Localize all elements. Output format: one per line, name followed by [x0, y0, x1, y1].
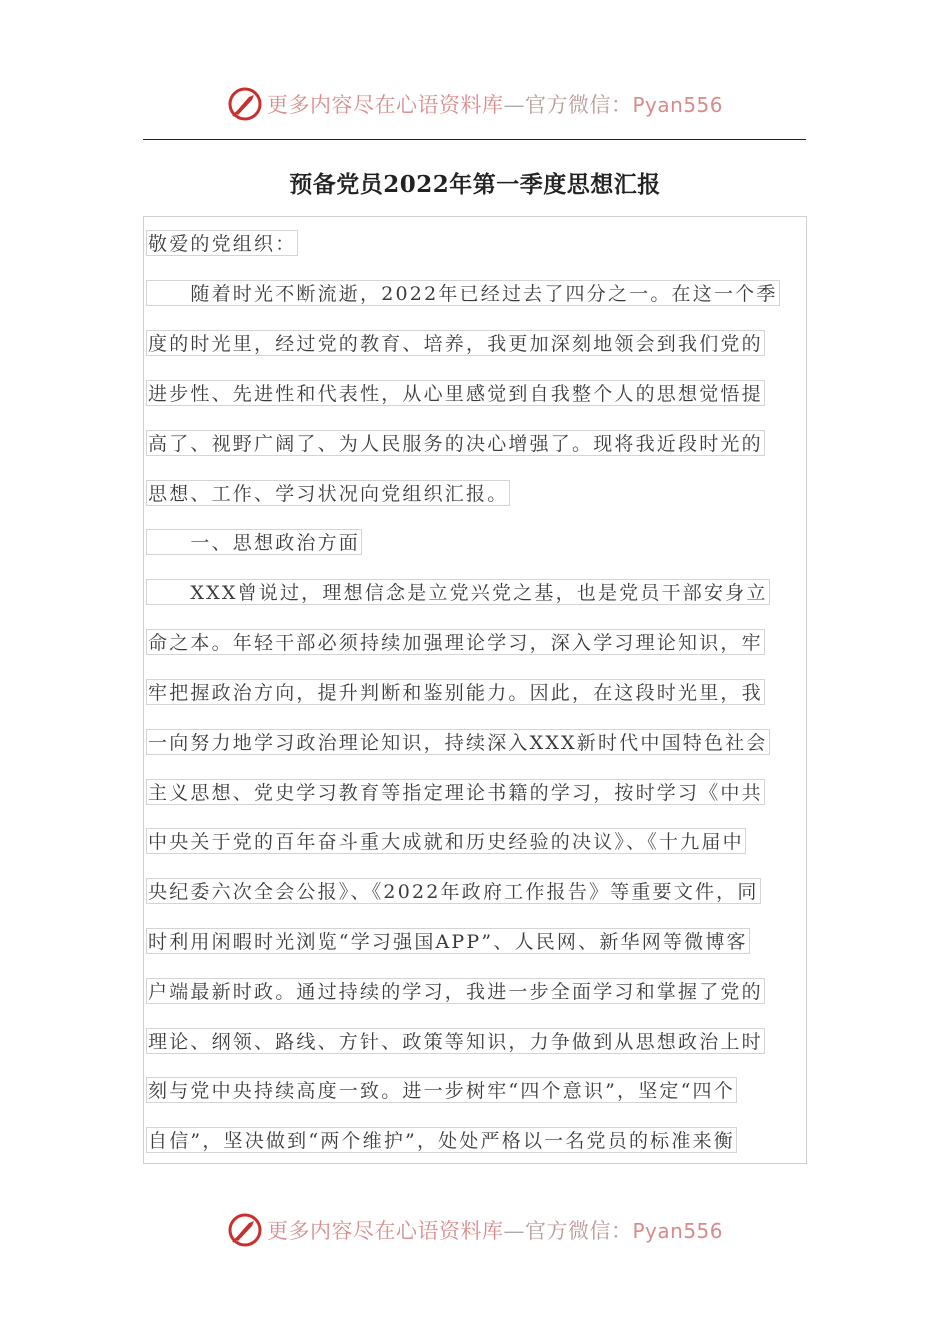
text-line: 刻与党中央持续高度一致。进一步树牢“四个意识”，坚定“四个	[146, 1077, 737, 1103]
text-line: 思想、工作、学习状况向党组织汇报。	[146, 480, 510, 506]
pen-logo-icon	[227, 1212, 263, 1248]
text-line: 一向努力地学习政治理论知识，持续深入XXX新时代中国特色社会	[146, 729, 770, 755]
text-line: 时利用闲暇时光浏览“学习强国APP”、人民网、新华网等微博客	[146, 928, 750, 954]
header-rule	[143, 139, 806, 140]
text-line: 牢把握政治方向，提升判断和鉴别能力。因此，在这段时光里，我	[146, 679, 765, 705]
watermark-wechat-label: 官方微信：	[524, 93, 633, 117]
text-line: 敬爱的党组织：	[146, 230, 298, 256]
watermark-wechat-id: Pyan556	[632, 1219, 723, 1243]
text-line: 户端最新时政。通过持续的学习，我进一步全面学习和掌握了党的	[146, 978, 765, 1004]
text-line: 自信”，坚决做到“两个维护”，处处严格以一名党员的标准来衡	[146, 1127, 737, 1153]
watermark-wechat-id: Pyan556	[632, 93, 723, 117]
section-heading: 一、思想政治方面	[146, 529, 362, 555]
text-line: 央纪委六次全会公报》、《2022年政府工作报告》等重要文件，同	[146, 878, 761, 904]
text-line: 度的时光里，经过党的教育、培养，我更加深刻地领会到我们党的	[146, 330, 765, 356]
text-line: XXX曾说过，理想信念是立党兴党之基，也是党员干部安身立	[146, 579, 770, 605]
text-line: 主义思想、党史学习教育等指定理论书籍的学习，按时学习《中共	[146, 779, 765, 805]
text-line: 理论、纲领、路线、方针、政策等知识，力争做到从思想政治上时	[146, 1028, 765, 1054]
watermark-banner-top	[0, 84, 950, 124]
watermark-dash: —	[503, 93, 525, 117]
watermark-site-text: 更多内容尽在心语资料库	[266, 1219, 504, 1243]
watermark-text	[267, 89, 723, 119]
document-title: 预备党员2022年第一季度思想汇报	[289, 171, 661, 198]
text-line: 高了、视野广阔了、为人民服务的决心增强了。现将我近段时光的	[146, 430, 765, 456]
watermark-wechat-label: 官方微信：	[524, 1219, 633, 1243]
watermark-text	[267, 1215, 723, 1245]
watermark-site-text: 更多内容尽在心语资料库	[266, 93, 504, 117]
text-line: 命之本。年轻干部必须持续加强理论学习，深入学习理论知识，牢	[146, 629, 765, 655]
text-line: 随着时光不断流逝，2022年已经过去了四分之一。在这一个季	[146, 280, 780, 306]
text-line: 中央关于党的百年奋斗重大成就和历史经验的决议》、《十九届中	[146, 828, 746, 854]
pen-logo-icon	[227, 86, 263, 122]
watermark-dash: —	[503, 1219, 525, 1243]
watermark-banner-bottom	[0, 1210, 950, 1250]
text-line: 进步性、先进性和代表性，从心里感觉到自我整个人的思想觉悟提	[146, 380, 765, 406]
